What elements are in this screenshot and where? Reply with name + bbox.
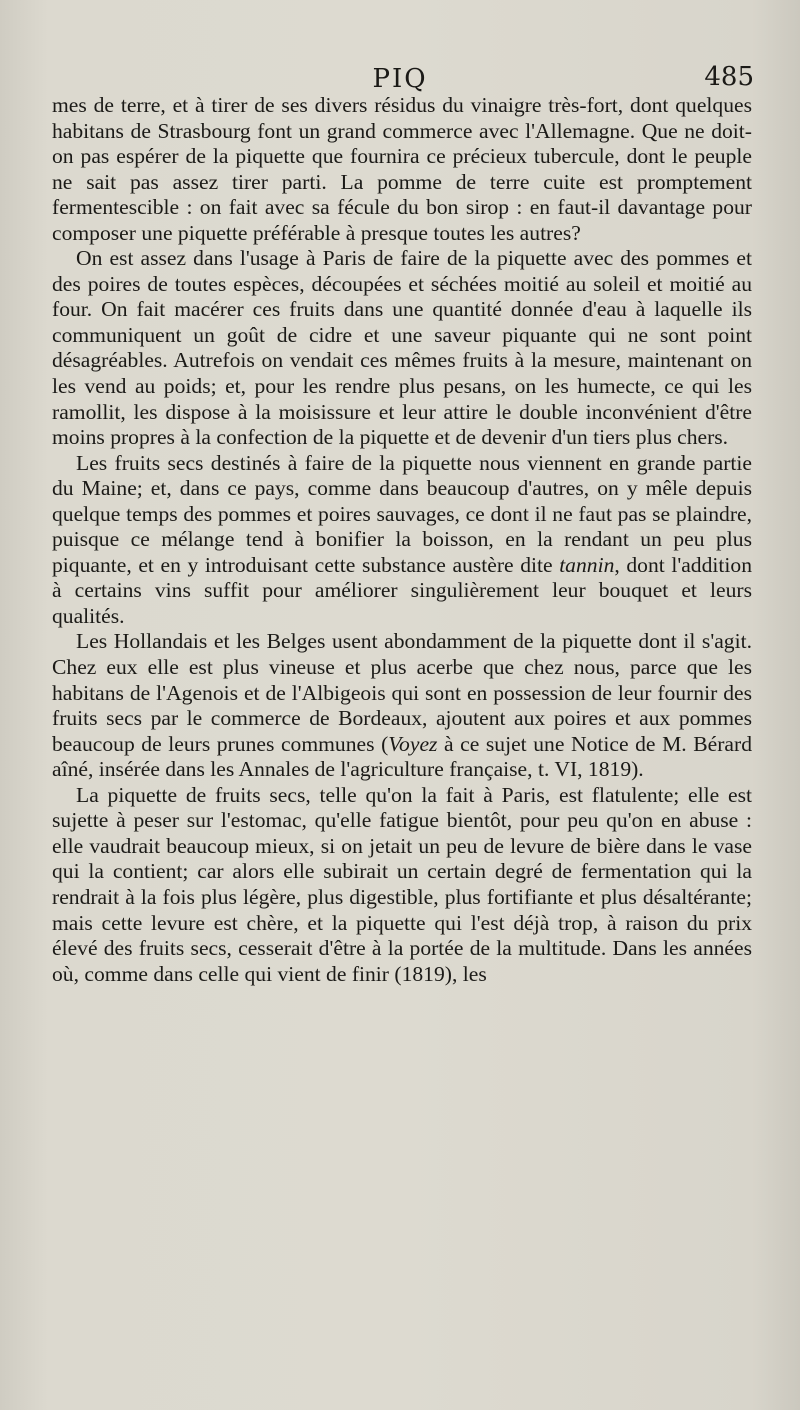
paragraph-3-italic-term: tannin [559,552,615,577]
paragraph-2 [52,246,752,450]
page-number: 485 [704,62,754,92]
paragraph-1 [52,93,752,246]
paragraph-4-italic-term: Voyez [388,731,438,756]
running-title: PIQ [372,64,428,94]
paragraph-2-text: On est assez dans l'usage à Paris de faire de la piquette avec des pommes et des poires de toutes espèces, découpées et séchées moitié au soleil et moitié au four. On fait macérer ces fruits dans une quantité donnée d'eau à laquelle ils communiquent un goût de cidre et une saveur piquante qui ne sont point désagréables. Autrefois on vendait ces mêmes fruits à la mesure, maintenant on les vend au poids; et, pour les rendre plus pesans, on les humecte, ce qui les ramollit, les dispose à la moisissure et leur attire le double inconvénient d'être moins propres à la confection de la piquette et de devenir d'un tiers plus chers. [52,246,752,450]
paragraph-3-text-b: , dont l'addition à certains vins suffit pour améliorer singulièrement leur bouquet et leurs qualités. [52,552,752,628]
paragraph-4 [52,629,752,782]
paragraph-1-text: mes de terre, et à tirer de ses divers résidus du vinaigre très-fort, dont quelques habitans de Strasbourg font un grand commerce avec l'Allemagne. Que ne doit-on pas espérer de la piquette que fournira ce précieux tubercule, dont le peuple ne sait pas assez tirer parti. La pomme de terre cuite est promptement fermentescible : on fait avec sa fécule du bon sirop : en faut-il davantage pour composer une piquette préférable à presque toutes les autres? [52,93,752,245]
body-text [52,93,752,987]
paragraph-3-text-a: Les fruits secs destinés à faire de la piquette nous viennent en grande partie du Maine; et, dans ce pays, comme dans beaucoup d'autres, on y mêle depuis quelque temps des pommes et poires sauvages, ce dont il ne faut pas se plaindre, puisque ce mélange tend à bonifier la boisson, en la rendant un peu plus piquante, et en y introduisant cette substance austère dite [52,450,752,577]
paragraph-3 [52,451,752,630]
paragraph-4-text-a: Les Hollandais et les Belges usent abondamment de la piquette dont il s'agit. Chez eux elle est plus vineuse et plus acerbe que chez nous, parce que les habitans de l'Agenois et de l'Albigeois qui sont en possession de leur fournir des fruits secs par le commerce de Bordeaux, ajoutent aux poires et aux pommes beaucoup de leurs prunes communes ( [52,629,752,756]
paragraph-4-text-b: à ce sujet une Notice de M. Bérard aîné, insérée dans les Annales de l'agriculture française, t. VI, 1819). [52,731,752,782]
paragraph-5-text: La piquette de fruits secs, telle qu'on la fait à Paris, est flatulente; elle est sujette à peser sur l'estomac, qu'elle fatigue bientôt, pour peu qu'on en abuse : elle vaudrait beaucoup mieux, si on jetait un peu de levure de bière dans le vase qui la contient; car alors elle subirait un certain degré de fermentation qui la rendrait à la fois plus légère, plus digestible, plus fortifiante et plus désaltérante; mais cette levure est chère, et la piquette qui l'est déjà trop, à raison du prix élevé des fruits secs, cesserait d'être à la portée de la multitude. Dans les années où, comme dans celle qui vient de finir (1819), les [52,782,752,986]
paragraph-5 [52,783,752,987]
